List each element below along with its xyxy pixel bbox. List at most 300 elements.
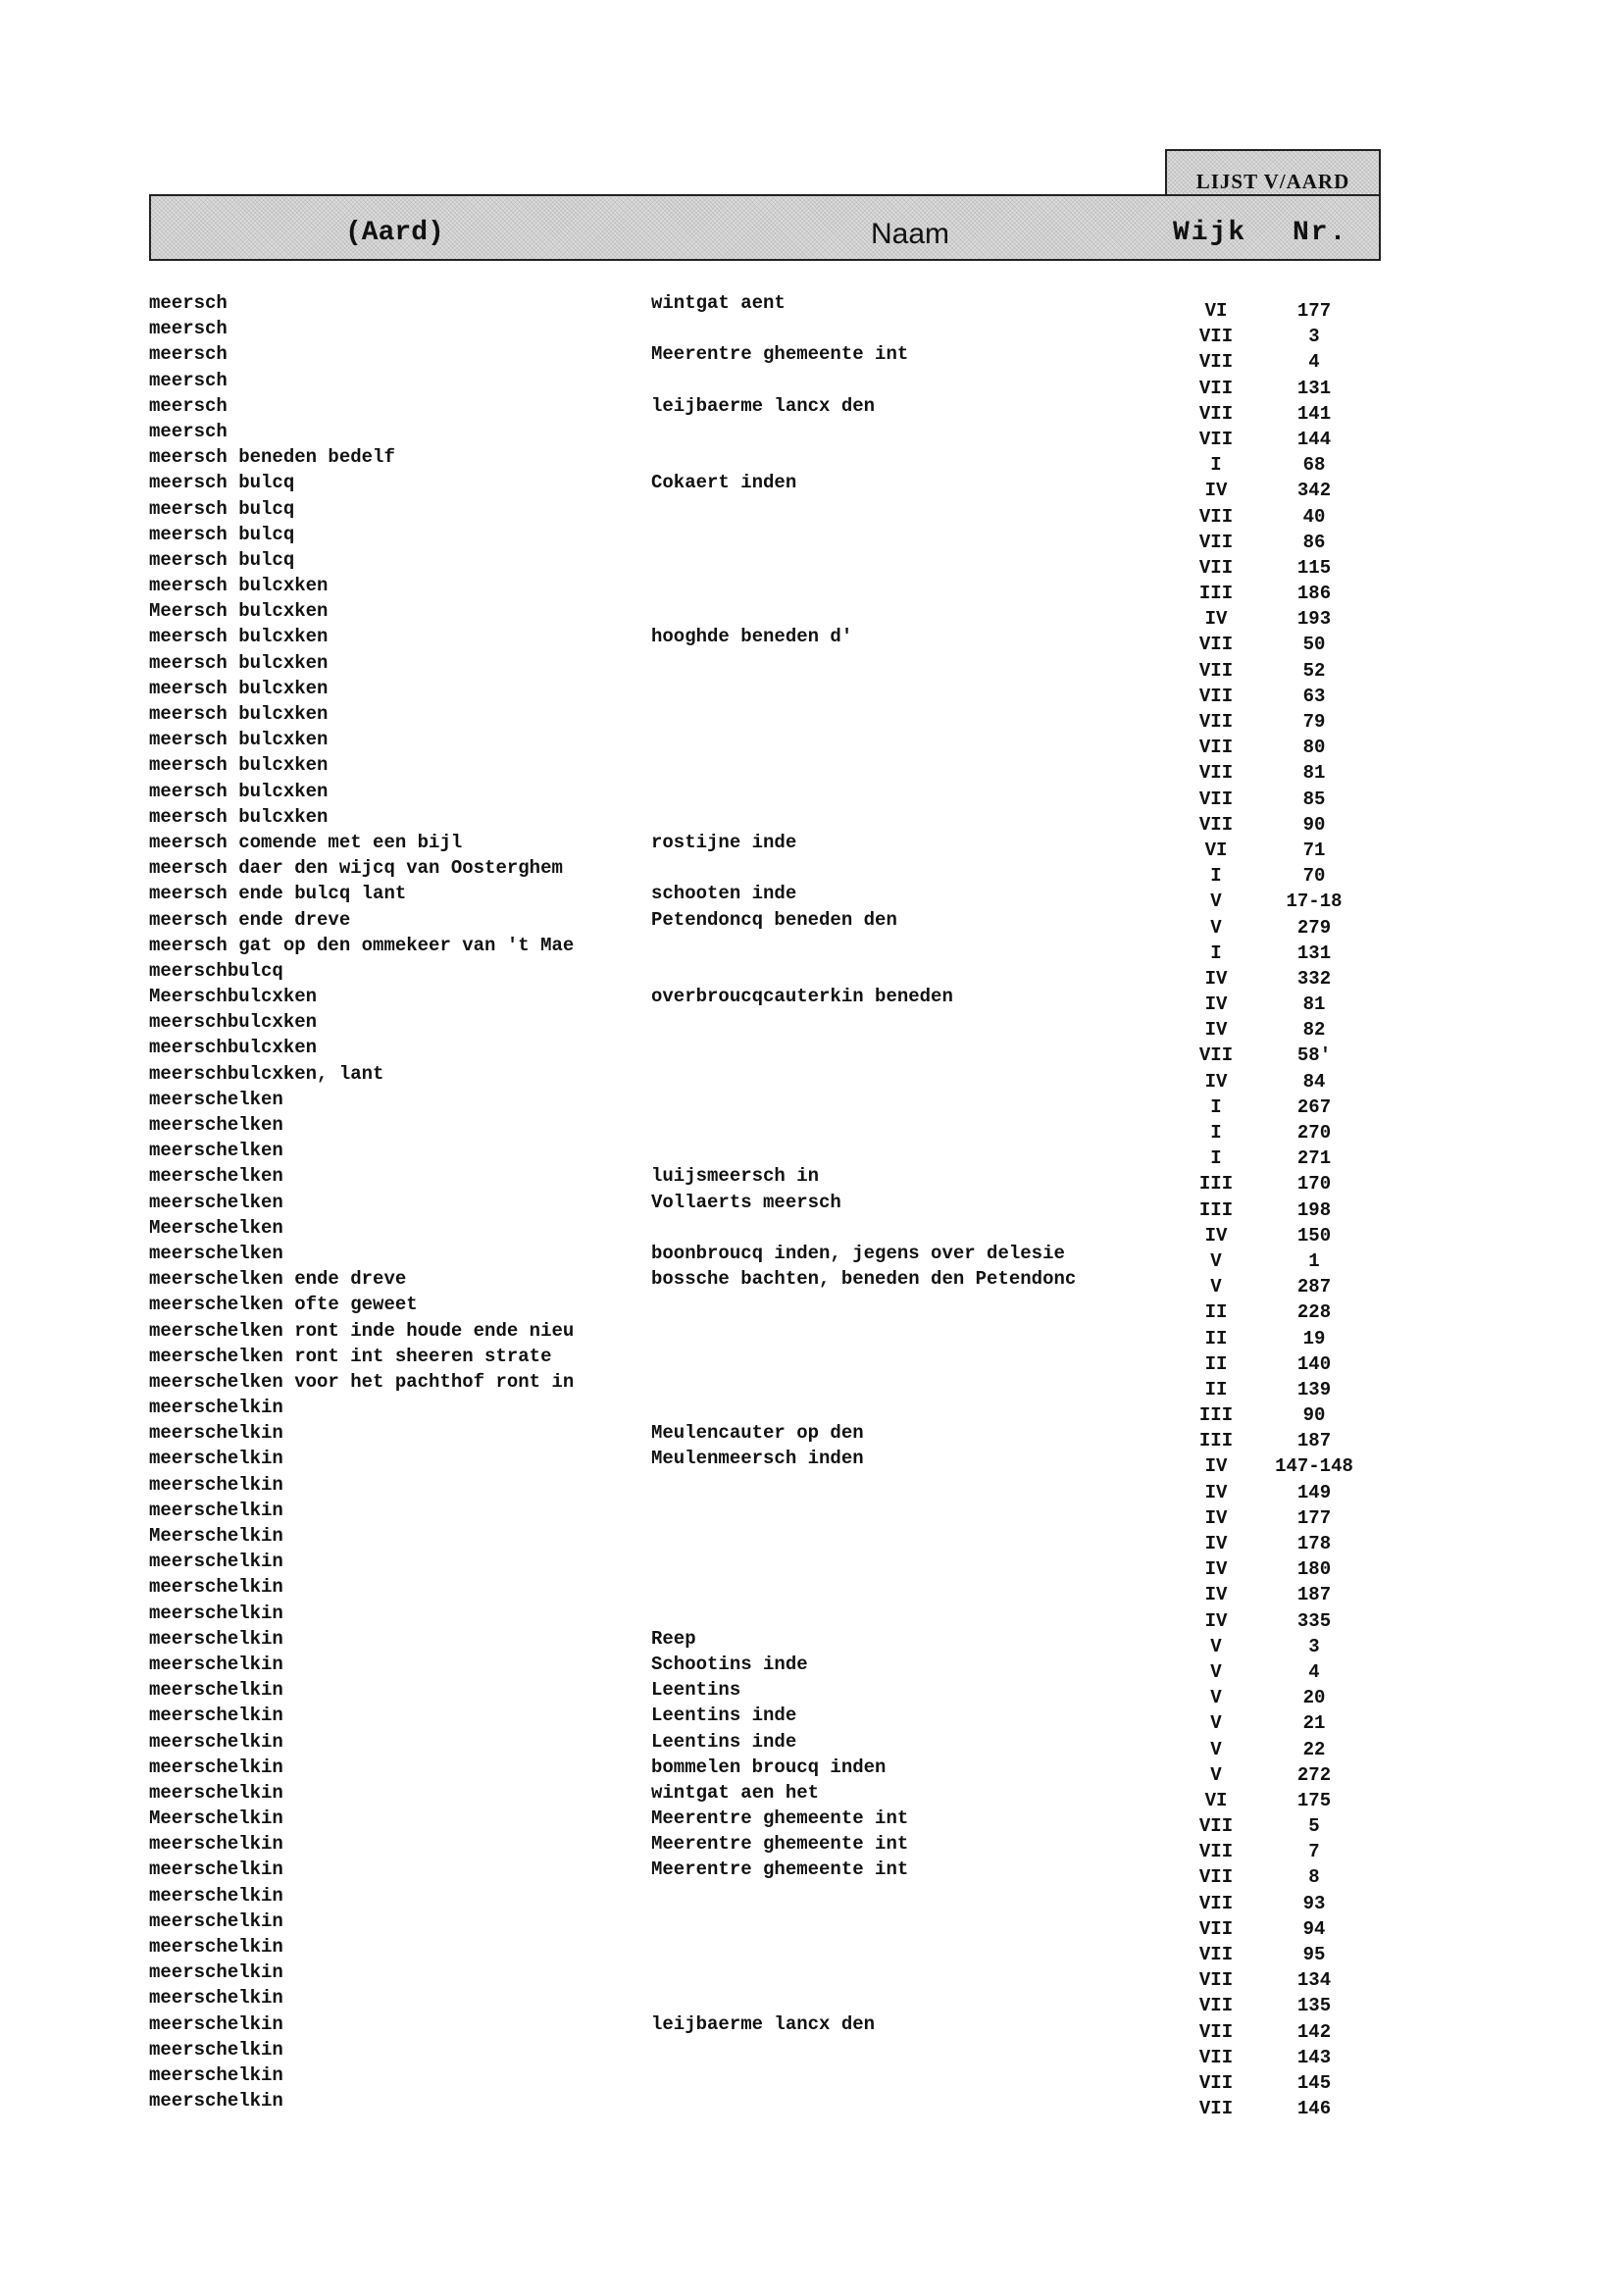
cell-wijk: I [1210, 865, 1222, 888]
cell-nr: 287 [1296, 1276, 1332, 1298]
table-row [0, 1677, 1624, 1709]
cell-aard: meerschelkin [149, 1756, 283, 1778]
cell-aard: meerschelken voor het pachthof ront in [149, 1370, 575, 1393]
cell-wijk: V [1210, 1660, 1222, 1683]
cell-nr: 63 [1302, 685, 1326, 707]
cell-nr: 81 [1302, 762, 1326, 785]
cell-aard: meersch bulcq [149, 523, 295, 545]
cell-nr: 270 [1296, 1122, 1332, 1144]
cell-nr: 84 [1302, 1070, 1326, 1093]
table-row [0, 393, 1624, 425]
cell-nr: 4 [1308, 351, 1320, 374]
cell-aard: Meerschelken [149, 1216, 283, 1239]
table-row [0, 907, 1624, 939]
table-row [0, 470, 1624, 502]
cell-nr: 40 [1302, 505, 1326, 528]
cell-nr: 85 [1302, 788, 1326, 810]
cell-nr: 58' [1296, 1044, 1332, 1067]
cell-wijk: I [1210, 1147, 1222, 1170]
cell-aard: Meersch bulcxken [149, 600, 329, 623]
cell-wijk: VII [1198, 1995, 1234, 2017]
cell-naam: wintgat aent [651, 292, 786, 314]
cell-aard: meerschelkin [149, 1884, 283, 1907]
cell-nr: 146 [1296, 2098, 1332, 2120]
cell-wijk: VII [1198, 1917, 1234, 1940]
cell-nr: 131 [1296, 942, 1332, 964]
cell-wijk: IV [1204, 1224, 1228, 1247]
cell-nr: 20 [1302, 1687, 1326, 1709]
cell-aard: meersch [149, 318, 228, 340]
cell-nr: 149 [1296, 1481, 1332, 1503]
cell-aard: meersch ende dreve [149, 908, 351, 931]
cell-aard: meersch bulcxken [149, 651, 329, 674]
cell-wijk: VII [1198, 711, 1234, 733]
cell-wijk: IV [1204, 608, 1228, 631]
cell-aard: meersch bulcq [149, 497, 295, 520]
cell-aard: meerschelken [149, 1165, 283, 1188]
cell-nr: 335 [1296, 1609, 1332, 1632]
table-row [0, 368, 1624, 399]
cell-nr: 90 [1302, 1404, 1326, 1427]
record-list [0, 290, 1624, 2120]
table-row [0, 1523, 1624, 1554]
cell-aard: meerschbulcxken [149, 1011, 318, 1034]
cell-aard: meerschbulcq [149, 959, 283, 982]
table-row [0, 1446, 1624, 1478]
cell-aard: meersch [149, 420, 228, 442]
cell-aard: meersch bulcxken [149, 754, 329, 777]
cell-wijk: III [1198, 583, 1234, 605]
cell-wijk: VII [1198, 326, 1234, 348]
table-row [0, 1266, 1624, 1298]
cell-nr: 180 [1296, 1558, 1332, 1581]
cell-naam: Meerentre ghemeente int [651, 343, 909, 366]
cell-aard: meerschelkin [149, 1781, 283, 1804]
cell-aard: meersch [149, 394, 228, 417]
cell-nr: 175 [1296, 1789, 1332, 1811]
cell-wijk: VII [1198, 685, 1234, 707]
cell-wijk: VII [1198, 1892, 1234, 1914]
cell-aard: meerschelkin [149, 1576, 283, 1599]
cell-wijk: V [1210, 1635, 1222, 1657]
cell-aard: meerschelkin [149, 1448, 283, 1470]
table-row [0, 1292, 1624, 1324]
cell-aard: meerschelkin [149, 1858, 283, 1881]
table-row [0, 1831, 1624, 1863]
cell-wijk: II [1204, 1327, 1228, 1349]
table-row [0, 419, 1624, 450]
table-row [0, 676, 1624, 707]
cell-wijk: V [1210, 1738, 1222, 1760]
cell-wijk: V [1210, 891, 1222, 913]
cell-nr: 95 [1302, 1944, 1326, 1965]
cell-aard: meerschelkin [149, 1422, 283, 1445]
cell-wijk: VII [1198, 1969, 1234, 1992]
table-row [0, 1087, 1624, 1118]
list-tag-label: LIJST V/AARD [1195, 170, 1350, 193]
table-row [0, 1344, 1624, 1375]
table-row [0, 958, 1624, 990]
table-row [0, 1318, 1624, 1349]
cell-aard: meerschelkin [149, 1833, 283, 1856]
cell-wijk: IV [1204, 1455, 1228, 1478]
table-row [0, 1472, 1624, 1503]
table-row [0, 1934, 1624, 1965]
cell-aard: meerschelken ront int sheeren strate [149, 1345, 552, 1367]
cell-nr: 187 [1296, 1584, 1332, 1606]
cell-nr: 187 [1296, 1430, 1332, 1452]
cell-wijk: IV [1204, 967, 1228, 990]
cell-wijk: I [1210, 454, 1222, 477]
cell-wijk: III [1198, 1173, 1234, 1196]
cell-aard: meersch [149, 369, 228, 391]
cell-wijk: VI [1204, 839, 1228, 861]
cell-naam: bossche bachten, beneden den Petendonc [651, 1268, 1077, 1291]
cell-wijk: IV [1204, 993, 1228, 1016]
cell-aard: meerschelkin [149, 1499, 283, 1521]
cell-wijk: IV [1204, 1533, 1228, 1554]
cell-naam: Leentins inde [651, 1705, 797, 1727]
cell-naam: leijbaerme lancx den [651, 2012, 876, 2035]
cell-nr: 81 [1302, 993, 1326, 1016]
table-row [0, 650, 1624, 682]
cell-nr: 52 [1302, 659, 1326, 682]
table-row [0, 830, 1624, 861]
cell-wijk: V [1210, 1712, 1222, 1735]
cell-aard: meersch comende met een bijl [149, 831, 463, 853]
table-row [0, 573, 1624, 605]
cell-nr: 79 [1302, 711, 1326, 733]
table-row [0, 496, 1624, 528]
cell-naam: schooten inde [651, 883, 797, 905]
cell-naam: hooghde beneden d' [651, 626, 853, 648]
cell-wijk: IV [1204, 1558, 1228, 1581]
table-row [0, 779, 1624, 810]
cell-nr: 50 [1302, 634, 1326, 656]
table-row [0, 2062, 1624, 2094]
cell-nr: 70 [1302, 865, 1326, 888]
table-row [0, 1395, 1624, 1427]
cell-wijk: I [1210, 1122, 1222, 1144]
cell-aard: meersch [149, 343, 228, 366]
cell-nr: 139 [1296, 1378, 1332, 1400]
cell-aard: meersch bulcxken [149, 703, 329, 725]
table-row [0, 752, 1624, 785]
cell-nr: 177 [1296, 1506, 1332, 1529]
cell-wijk: VII [1198, 531, 1234, 553]
cell-naam: Meerentre ghemeente int [651, 1807, 909, 1830]
cell-wijk: VII [1198, 659, 1234, 682]
cell-aard: meersch bulcq [149, 472, 295, 494]
cell-aard: meerschelkin [149, 1909, 283, 1932]
cell-wijk: VII [1198, 813, 1234, 836]
table-row [0, 1241, 1624, 1272]
cell-naam: Meerentre ghemeente int [651, 1858, 909, 1881]
table-row [0, 1369, 1624, 1400]
cell-aard: meerschbulcxken [149, 1037, 318, 1059]
table-row [0, 855, 1624, 888]
cell-wijk: VI [1204, 300, 1228, 322]
cell-nr: 21 [1302, 1712, 1326, 1735]
cell-aard: meerschelken [149, 1088, 283, 1110]
cell-naam: overbroucqcauterkin beneden [651, 986, 953, 1008]
cell-aard: meerschelkin [149, 1473, 283, 1496]
table-row [0, 1883, 1624, 1914]
cell-nr: 22 [1302, 1738, 1326, 1760]
cell-nr: 68 [1302, 454, 1326, 477]
table-row [0, 1857, 1624, 1889]
cell-nr: 271 [1296, 1147, 1332, 1170]
cell-naam: wintgat aen het [651, 1781, 820, 1804]
cell-aard: meersch ende bulcq lant [149, 883, 407, 905]
cell-nr: 7 [1308, 1841, 1320, 1863]
cell-aard: meerschelken [149, 1242, 283, 1264]
cell-aard: meerschbulcxken, lant [149, 1062, 384, 1085]
cell-aard: meerschelkin [149, 1397, 283, 1419]
cell-nr: 4 [1308, 1660, 1320, 1683]
cell-nr: 135 [1296, 1995, 1332, 2017]
table-row [0, 1729, 1624, 1760]
cell-wijk: VII [1198, 634, 1234, 656]
cell-nr: 134 [1296, 1969, 1332, 1992]
cell-aard: meerschelken ofte geweet [149, 1294, 418, 1316]
cell-naam: Leentins inde [651, 1730, 797, 1753]
table-row [0, 2011, 1624, 2043]
cell-wijk: VII [1198, 2046, 1234, 2068]
cell-nr: 193 [1296, 608, 1332, 631]
cell-nr: 93 [1302, 1892, 1326, 1914]
cell-wijk: IV [1204, 1019, 1228, 1042]
table-row [0, 1985, 1624, 2017]
cell-aard: meersch gat op den ommekeer van 't Mae [149, 934, 575, 956]
cell-naam: boonbroucq inden, jegens over delesie [651, 1242, 1065, 1264]
cell-wijk: VII [1198, 1815, 1234, 1838]
table-row [0, 1190, 1624, 1221]
cell-wijk: VII [1198, 788, 1234, 810]
table-row [0, 1215, 1624, 1247]
table-row [0, 1163, 1624, 1196]
cell-aard: meerschelkin [149, 1936, 283, 1958]
table-row [0, 984, 1624, 1016]
cell-aard: meersch daer den wijcq van Oosterghem [149, 857, 563, 880]
cell-nr: 186 [1296, 583, 1332, 605]
cell-wijk: V [1210, 1763, 1222, 1786]
cell-nr: 144 [1296, 428, 1332, 450]
cell-naam: Vollaerts meersch [651, 1191, 841, 1213]
cell-nr: 3 [1308, 1635, 1320, 1657]
table-row [0, 1703, 1624, 1735]
cell-wijk: VII [1198, 737, 1234, 759]
cell-nr: 178 [1296, 1533, 1332, 1554]
header-nr: Nr. [1293, 218, 1348, 248]
table-row [0, 444, 1624, 477]
table-row [0, 1574, 1624, 1606]
table-row [0, 522, 1624, 553]
cell-aard: meerschelkin [149, 2012, 283, 2035]
table-row [0, 1009, 1624, 1042]
cell-nr: 94 [1302, 1917, 1326, 1940]
cell-wijk: VII [1198, 1044, 1234, 1067]
cell-aard: meersch bulcxken [149, 626, 329, 648]
cell-wijk: VII [1198, 762, 1234, 785]
cell-aard: meerschelkin [149, 1705, 283, 1727]
cell-nr: 80 [1302, 737, 1326, 759]
cell-nr: 1 [1308, 1249, 1320, 1272]
cell-wijk: II [1204, 1352, 1228, 1375]
cell-wijk: V [1210, 916, 1222, 939]
table-row [0, 1652, 1624, 1683]
cell-aard: meersch bulcq [149, 548, 295, 571]
table-row [0, 341, 1624, 374]
cell-aard: meersch beneden bedelf [149, 446, 395, 469]
table-row [0, 1035, 1624, 1067]
cell-aard: meersch bulcxken [149, 677, 329, 699]
cell-wijk: IV [1204, 1506, 1228, 1529]
cell-wijk: VII [1198, 402, 1234, 425]
cell-nr: 198 [1296, 1198, 1332, 1221]
cell-nr: 177 [1296, 300, 1332, 322]
cell-nr: 131 [1296, 377, 1332, 399]
cell-aard: meerschelken [149, 1140, 283, 1162]
table-row [0, 1112, 1624, 1144]
table-row [0, 1909, 1624, 1940]
cell-aard: meerschelkin [149, 1627, 283, 1650]
cell-naam: bommelen broucq inden [651, 1756, 887, 1778]
table-row [0, 1549, 1624, 1581]
cell-aard: meerschelkin [149, 1653, 283, 1675]
cell-nr: 82 [1302, 1019, 1326, 1042]
table-row [0, 1755, 1624, 1786]
table-row [0, 290, 1624, 322]
header-wijk: Wijk [1173, 218, 1247, 248]
table-row [0, 881, 1624, 913]
cell-nr: 3 [1308, 326, 1320, 348]
cell-wijk: I [1210, 1095, 1222, 1118]
cell-nr: 267 [1296, 1095, 1332, 1118]
table-row [0, 316, 1624, 348]
cell-wijk: III [1198, 1430, 1234, 1452]
header-naam: Naam [871, 218, 950, 250]
cell-wijk: VII [1198, 351, 1234, 374]
cell-nr: 228 [1296, 1301, 1332, 1324]
cell-naam: luijsmeersch in [651, 1165, 820, 1188]
cell-nr: 86 [1302, 531, 1326, 553]
cell-nr: 115 [1296, 556, 1332, 579]
cell-wijk: IV [1204, 1481, 1228, 1503]
cell-aard: meerschelkin [149, 1961, 283, 1984]
cell-nr: 140 [1296, 1352, 1332, 1375]
cell-wijk: VII [1198, 2071, 1234, 2094]
cell-wijk: V [1210, 1249, 1222, 1272]
cell-wijk: VII [1198, 1841, 1234, 1863]
cell-wijk: IV [1204, 1070, 1228, 1093]
cell-nr: 71 [1302, 839, 1326, 861]
table-row [0, 933, 1624, 964]
table-row [0, 727, 1624, 759]
cell-wijk: VI [1204, 1789, 1228, 1811]
header-aard: (Aard) [345, 218, 444, 248]
cell-naam: Reep [651, 1627, 696, 1650]
cell-wijk: II [1204, 1378, 1228, 1400]
cell-nr: 141 [1296, 402, 1332, 425]
cell-nr: 142 [1296, 2020, 1332, 2043]
cell-naam: leijbaerme lancx den [651, 394, 876, 417]
table-row [0, 1806, 1624, 1838]
cell-nr: 90 [1302, 813, 1326, 836]
table-row [0, 598, 1624, 631]
table-row [0, 1498, 1624, 1529]
cell-aard: meersch [149, 292, 228, 314]
cell-wijk: IV [1204, 1584, 1228, 1606]
cell-aard: meerschelkin [149, 2090, 283, 2113]
cell-aard: meerschelkin [149, 2063, 283, 2086]
cell-nr: 19 [1302, 1327, 1326, 1349]
cell-naam: Leentins [651, 1679, 741, 1702]
cell-aard: meersch bulcxken [149, 575, 329, 597]
cell-aard: meerschelkin [149, 1551, 283, 1573]
cell-nr: 5 [1308, 1815, 1320, 1838]
cell-naam: Meulenmeersch inden [651, 1448, 864, 1470]
cell-aard: meerschelkin [149, 2038, 283, 2061]
cell-naam: Schootins inde [651, 1653, 808, 1675]
table-row [0, 1960, 1624, 1992]
cell-wijk: VII [1198, 2098, 1234, 2120]
cell-wijk: VII [1198, 1944, 1234, 1965]
cell-wijk: V [1210, 1687, 1222, 1709]
table-row [0, 1601, 1624, 1632]
cell-aard: meerschelken [149, 1114, 283, 1136]
cell-wijk: IV [1204, 1609, 1228, 1632]
table-row [0, 804, 1624, 836]
cell-aard: meerschelkin [149, 1679, 283, 1702]
table-row [0, 2037, 1624, 2068]
table-row [0, 1138, 1624, 1170]
cell-aard: meerschelken ront inde houde ende nieu [149, 1319, 575, 1342]
cell-wijk: VII [1198, 556, 1234, 579]
cell-aard: meerschelken ende dreve [149, 1268, 407, 1291]
table-row [0, 1626, 1624, 1657]
cell-wijk: VII [1198, 2020, 1234, 2043]
cell-naam: Meerentre ghemeente int [651, 1833, 909, 1856]
cell-nr: 8 [1308, 1866, 1320, 1889]
cell-naam: Meulencauter op den [651, 1422, 864, 1445]
table-row [0, 624, 1624, 656]
cell-aard: meerschelkin [149, 1730, 283, 1753]
table-row [0, 2088, 1624, 2120]
cell-nr: 170 [1296, 1173, 1332, 1196]
cell-nr: 150 [1296, 1224, 1332, 1247]
cell-wijk: V [1210, 1276, 1222, 1298]
cell-aard: meerschelkin [149, 1602, 283, 1624]
cell-nr: 143 [1296, 2046, 1332, 2068]
cell-aard: meersch bulcxken [149, 780, 329, 802]
cell-wijk: VII [1198, 505, 1234, 528]
cell-aard: meerschelken [149, 1191, 283, 1213]
table-row [0, 1061, 1624, 1093]
list-tag [1165, 149, 1381, 200]
cell-aard: meerschelkin [149, 1987, 283, 2010]
cell-nr: 332 [1296, 967, 1332, 990]
cell-nr: 147-148 [1275, 1455, 1353, 1478]
cell-aard: Meerschelkin [149, 1525, 283, 1547]
table-row [0, 1420, 1624, 1452]
cell-aard: meersch bulcxken [149, 729, 329, 751]
cell-aard: meersch bulcxken [149, 805, 329, 828]
cell-wijk: III [1198, 1404, 1234, 1427]
cell-naam: Cokaert inden [651, 472, 797, 494]
cell-wijk: I [1210, 942, 1222, 964]
table-row [0, 701, 1624, 733]
